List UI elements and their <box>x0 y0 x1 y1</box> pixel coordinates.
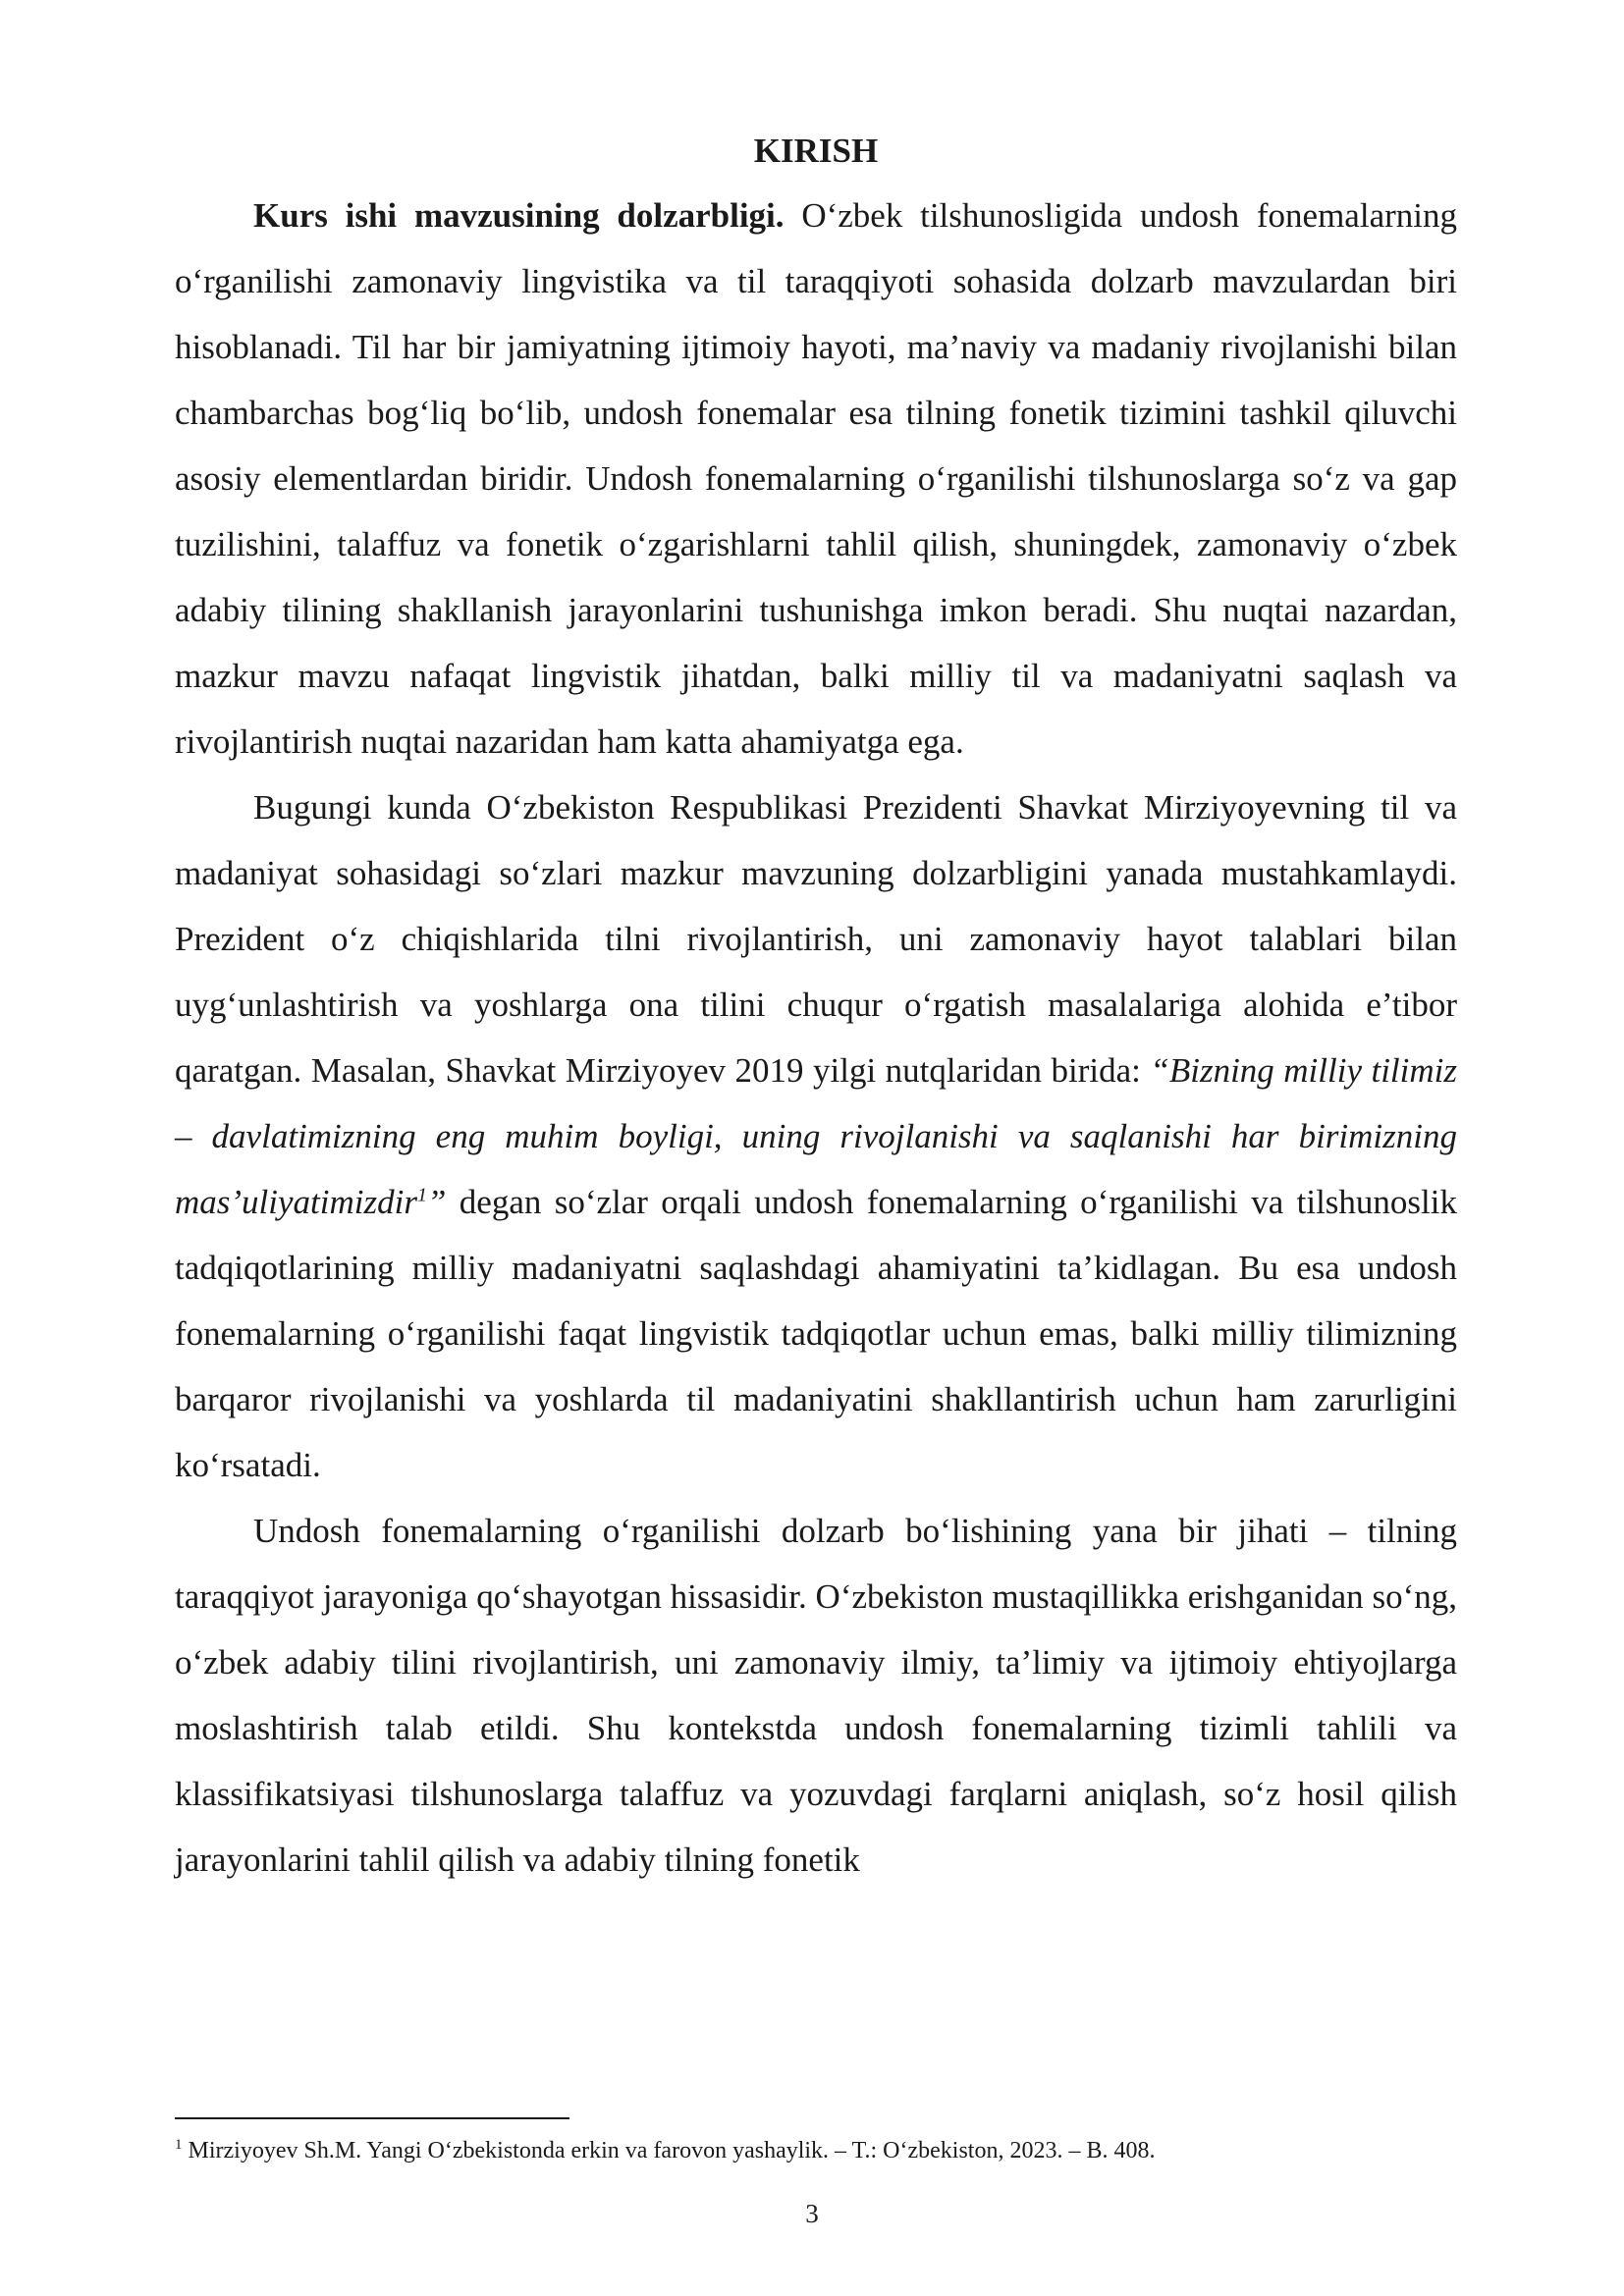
quote-close-mark: ” <box>426 1183 447 1221</box>
paragraph-body: Undosh fonemalarning o‘rganilishi dolzarb bo‘lishining yana bir jihati – tilning taraqqiyot jarayoniga qo‘shayotgan hissasidir. O‘zbekiston mustaqillikka erishganidan so‘ng, o‘zbek adabiy tilini rivojlantirish, uni zamonaviy ilmiy, ta’limiy va ijtimoiy ehtiyojlarga moslashtirish talab etildi. Shu kontekstda undosh fonemalarning tizimli tahlili va klassifikatsiyasi tilshunoslarga talaffuz va yozuvdagi farqlarni aniqlash, so‘z hosil qilish jarayonlarini tahlil qilish va adabiy tilning fonetik <box>175 1512 1457 1879</box>
quote-text: “Bizning milliy tilimiz – davlatimizning eng muhim boyligi, uning rivojlanishi va saqlanishi har birimizning mas’uliyatimizdir <box>175 1051 1457 1221</box>
document-page <box>175 128 1457 1893</box>
footnote-text: Mirziyoyev Sh.M. Yangi O‘zbekistonda erkin va farovon yashaylik. – T.: O‘zbekiston, 2023. – B. 408. <box>188 2138 1156 2163</box>
section-heading: KIRISH <box>753 132 879 170</box>
paragraph-body: O‘zbek tilshunosligida undosh fonemalarning o‘rganilishi zamonaviy lingvistika va til taraqqiyoti sohasida dolzarb mavzulardan biri hisoblanadi. Til har bir jamiyatning ijtimoiy hayoti, ma’naviy va madaniy rivojlanishi bilan chambarchas bog‘liq bo‘lib, undosh fonemalar esa tilning fonetik tizimini tashkil qiluvchi asosiy elementlardan biridir. Undosh fonemalarning o‘rganilishi tilshunoslarga so‘z va gap tuzilishini, talaffuz va fonetik o‘zgarishlarni tahlil qilish, shuningdek, zamonaviy o‘zbek adabiy tilining shakllanish jarayonlarini tushunishga imkon beradi. Shu nuqtai nazardan, mazkur mavzu nafaqat lingvistik jihatdan, balki milliy til va madaniyatni saqlash va rivojlantirish nuqtai nazaridan ham katta ahamiyatga ega. <box>175 196 1457 761</box>
footnote <box>175 2135 1457 2166</box>
footnote-separator <box>175 2117 569 2119</box>
paragraph-development <box>175 1498 1457 1893</box>
paragraph-lead: Kurs ishi mavzusining dolzarbligi. <box>253 196 785 235</box>
footnote-reference[interactable]: 1 <box>416 1184 427 1206</box>
footnote-marker: 1 <box>175 2137 183 2153</box>
paragraph-body-after-quote: degan so‘zlar orqali undosh fonemalarning o‘rganilishi va tilshunoslik tadqiqotlarining milliy madaniyatni saqlashdagi ahamiyatini ta’kidlagan. Bu esa undosh fonemalarning o‘rganilishi faqat lingvistik tadqiqotlar uchun emas, balki milliy tilimizning barqaror rivojlanishi va yoshlarda til madaniyatini shakllantirish uchun ham zarurligini ko‘rsatadi. <box>175 1183 1457 1484</box>
paragraph-president-quote <box>175 774 1457 1498</box>
page-number: 3 <box>805 2199 819 2228</box>
paragraph-relevance <box>175 183 1457 774</box>
paragraph-body-before-quote: Bugungi kunda O‘zbekiston Respublikasi Prezidenti Shavkat Mirziyoyevning til va madaniyat sohasidagi so‘zlari mazkur mavzuning dolzarbligini yanada mustahkamlaydi. Prezident o‘z chiqishlarida tilni rivojlantirish, uni zamonaviy hayot talablari bilan uyg‘unlashtirish va yoshlarga ona tilini chuqur o‘rgatish masalalariga alohida e’tibor qaratgan. Masalan, Shavkat Mirziyoyev 2019 yilgi nutqlaridan birida: <box>175 788 1457 1090</box>
